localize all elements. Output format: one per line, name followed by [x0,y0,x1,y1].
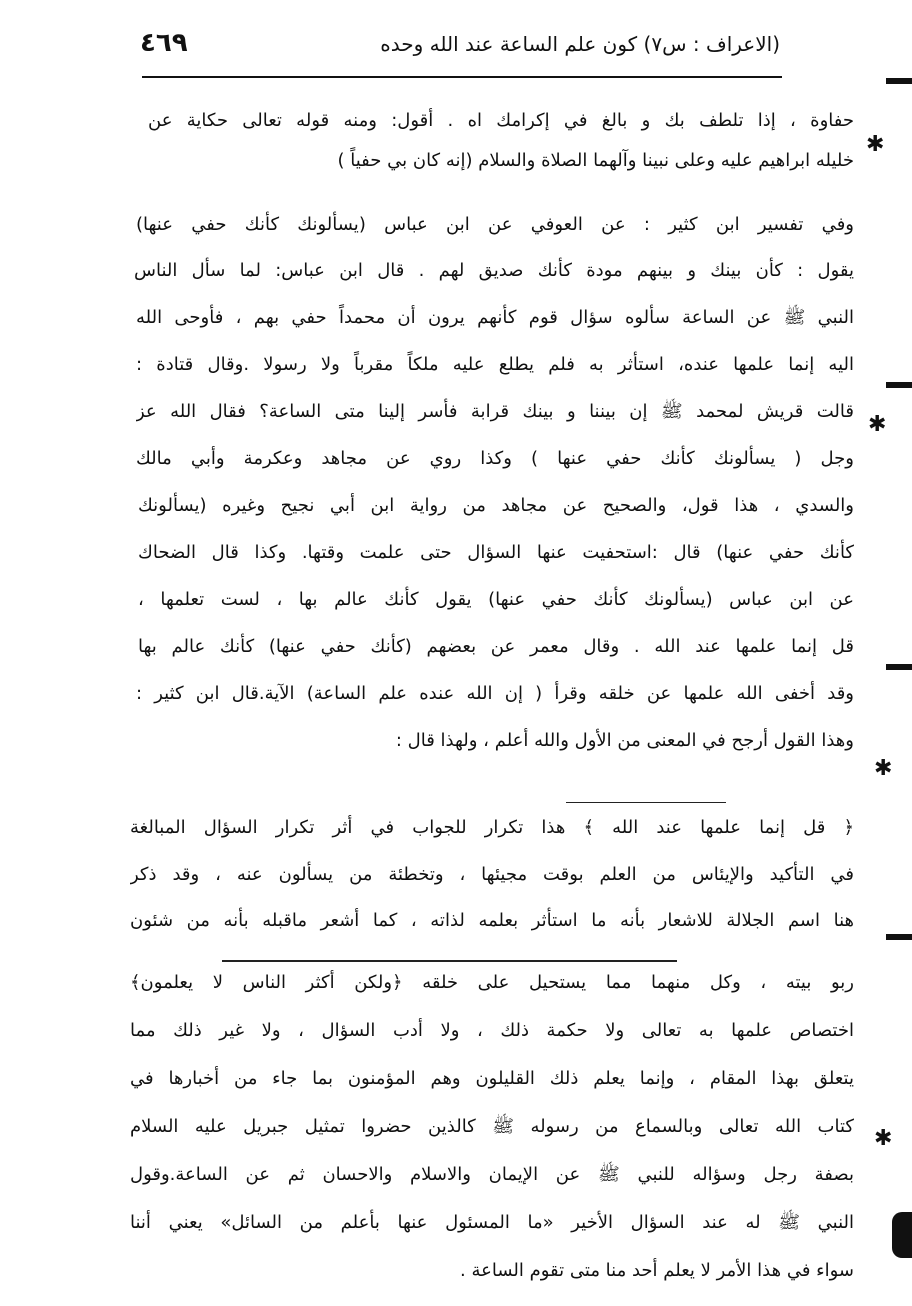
text-line: سواء في هذا الأمر لا يعلم أحد منا متى تقوم الساعة . [460,1260,854,1281]
text-line: وهذا القول أرجح في المعنى من الأول والله أعلم ، ولهذا قال : [395,730,854,751]
scan-mark [892,1212,912,1258]
text-line: قل إنما علمها عند الله . وقال معمر عن بعضهم (كأنك حفي عنها) كأنك عالم بها [138,636,854,657]
text-line: عن ابن عباس (يسألونك كأنك حفي عنها) يقول كأنك عالم بها ، لست تعلمها ، [138,589,854,610]
section-divider [222,960,677,962]
text-line: ﴿ قل إنما علمها عند الله ﴾ هذا تكرار للجواب في أثر تكرار السؤال المبالغة [130,817,854,838]
text-line: النبي ﷺ عن الساعة سألوه سؤال قوم كأنهم يرون أن محمداً حفي بهم ، فأوحى الله [136,307,854,328]
text-line: كتاب الله تعالى وبالسماع من رسوله ﷺ كالذين حضروا تمثيل جبريل عليه السلام [130,1116,854,1137]
scan-mark: ✱ [874,1126,893,1151]
scan-mark: ✱ [866,132,885,157]
text-line: في التأكيد والإيئاس من العلم بوقت مجيئها ، وتخطئة من يسألون عنه ، وقد ذكر [130,864,854,885]
scan-mark [886,382,912,388]
scan-mark: ✱ [868,412,887,437]
text-line: بصفة رجل وسؤاله للنبي ﷺ عن الإيمان والاسلام والاحسان ثم عن الساعة.وقول [130,1164,854,1185]
text-line: وقد أخفى الله علمها عن خلقه وقرأ ( إن الله عنده علم الساعة) الآية.قال ابن كثير : [136,683,854,704]
text-line: خليله ابراهيم عليه وعلى نبينا وآلهما الصلاة والسلام (إنه كان بي حفياً ) [337,150,854,171]
text-line: قالت قريش لمحمد ﷺ إن بيننا و بينك قرابة فأسر إلينا متى الساعة؟ فقال الله عز [136,401,854,422]
page-number: ٤٦٩ [140,28,188,58]
header-rule [142,76,782,78]
page-header [140,26,780,74]
scan-mark [886,934,912,940]
text-line: كأنك حفي عنها) قال :استحفيت عنها السؤال حتى علمت وقتها. وكذا قال الضحاك [138,542,854,563]
text-line: وفي تفسير ابن كثير : عن العوفي عن ابن عباس (يسألونك كأنك حفي عنها) [136,214,854,235]
text-line: النبي ﷺ له عند السؤال الأخير «ما المسئول عنها بأعلم من السائل» يعني أننا [130,1212,854,1233]
text-line: والسدي ، هذا قول، والصحيح عن مجاهد من رواية ابن أبي نجيح وغيره (يسألونك [138,495,854,516]
section-divider [566,802,726,803]
text-line: يقول : كأن بينك و بينهم مودة كأنك صديق لهم . قال ابن عباس: لما سأل الناس [134,260,854,281]
text-line: يتعلق بهذا المقام ، وإنما يعلم ذلك القليلون وهم المؤمنون بما جاء من أخبارها في [130,1068,854,1089]
scan-mark [886,664,912,670]
text-line: اليه إنما علمها عنده، استأثر به فلم يطلع عليه ملكاً مقرباً ولا رسولا .وقال قتادة : [136,354,854,375]
running-title: (الاعراف : س٧) كون علم الساعة عند الله وحده [380,32,780,56]
text-line: اختصاص علمها به تعالى ولا حكمة ذلك ، ولا أدب السؤال ، ولا غير ذلك مما [130,1020,854,1041]
text-line: وجل ( يسألونك كأنك حفي عنها ) وكذا روي عن مجاهد وعكرمة وأبي مالك [136,448,854,469]
scan-mark: ✱ [874,756,893,781]
scan-mark [886,78,912,84]
text-line: هنا اسم الجلالة للاشعار بأنه ما استأثر بعلمه لذاته ، كما أشعر ماقبله بأنه من شئون [130,910,854,931]
text-line: ربو بيته ، وكل منهما مما يستحيل على خلقه ﴿ولكن أكثر الناس لا يعلمون﴾ [130,972,854,993]
text-line: حفاوة ، إذا تلطف بك و بالغ في إكرامك اه . أقول: ومنه قوله تعالى حكاية عن [148,110,854,131]
